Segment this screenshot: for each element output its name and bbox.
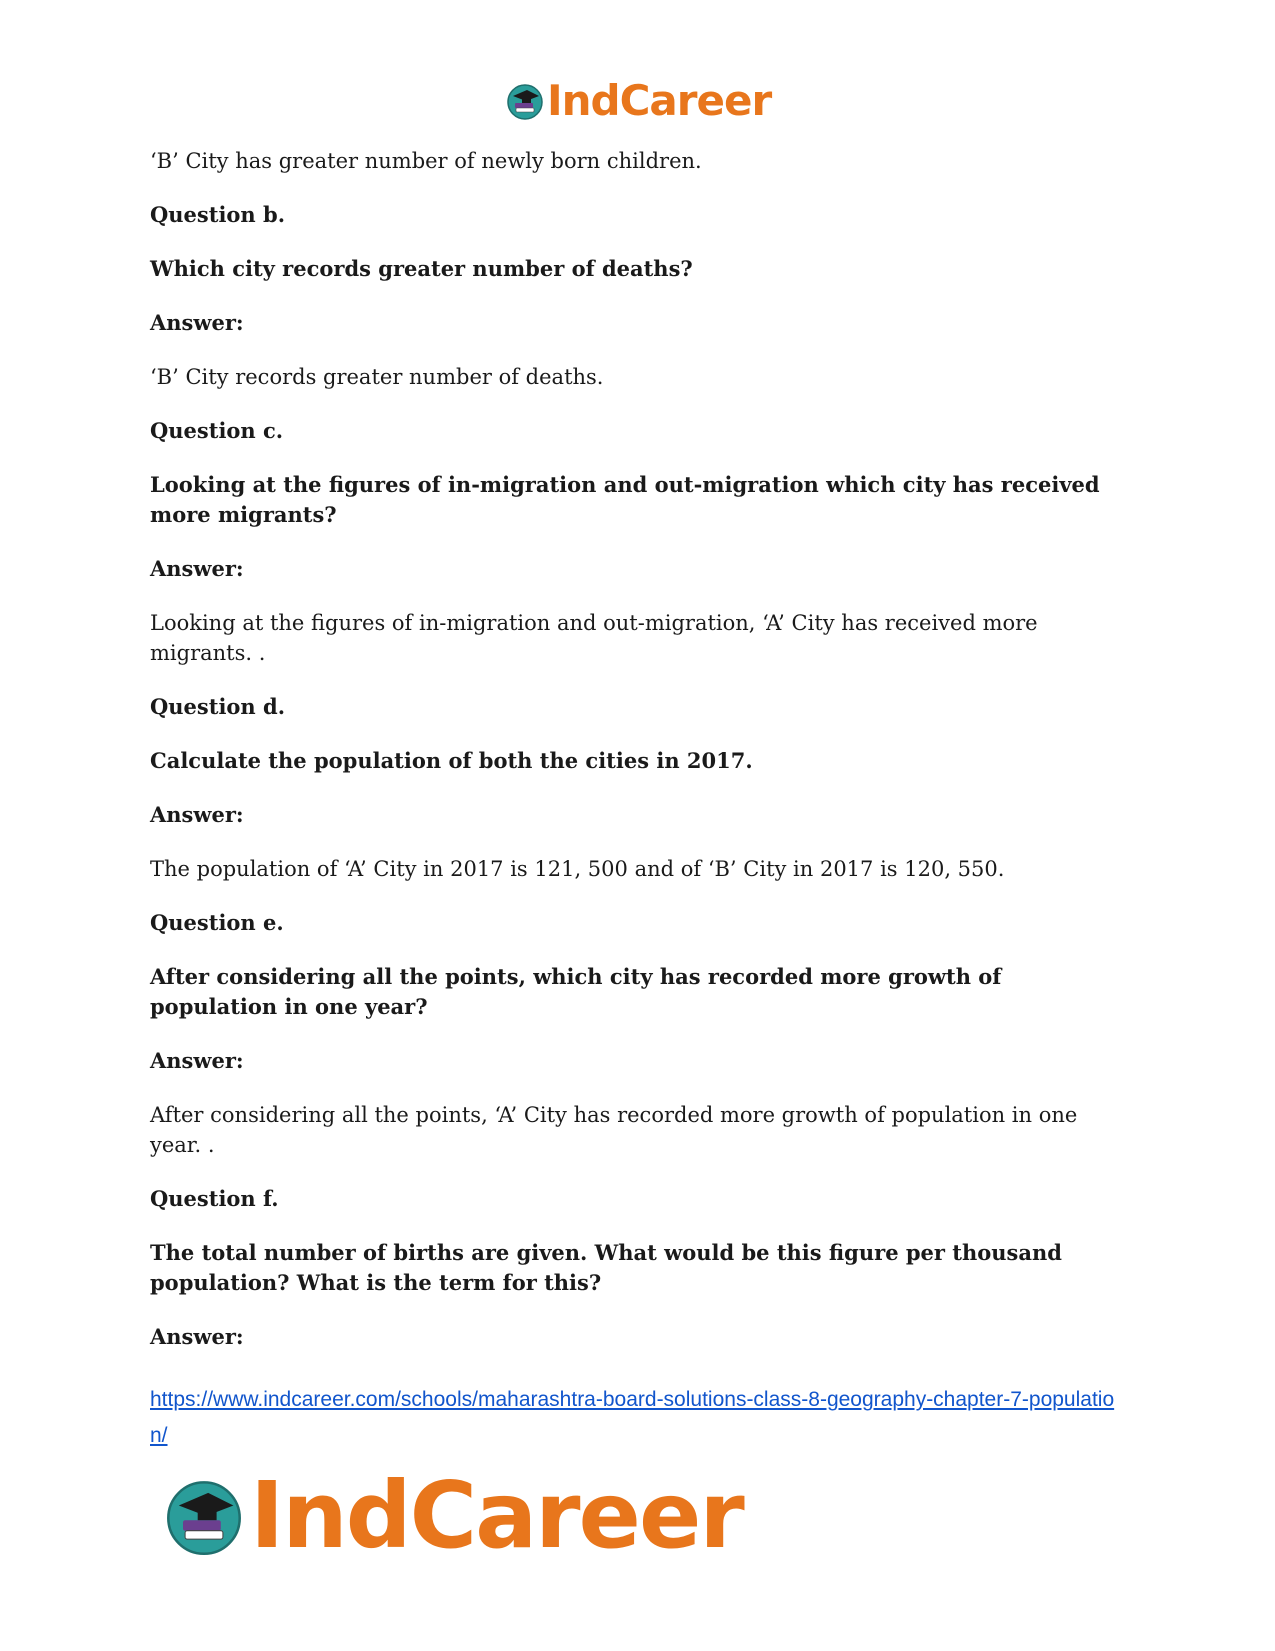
- heading-paragraph: Question b.: [150, 202, 286, 227]
- source-url-link[interactable]: https://www.indcareer.com/schools/maharashtra-board-solutions-class-8-geography-chapter-7-population/: [150, 1388, 1115, 1447]
- footer-logo: [162, 1462, 743, 1569]
- header-logo: [505, 76, 772, 125]
- body-paragraph: ‘B’ City records greater number of deaths.: [150, 365, 604, 389]
- document-body: [150, 146, 1130, 1376]
- heading-paragraph: Answer:: [150, 556, 244, 581]
- heading-paragraph: Which city records greater number of deaths?: [150, 256, 693, 281]
- graduation-cap-icon: [162, 1474, 246, 1558]
- body-paragraph: The population of ‘A’ City in 2017 is 121, 500 and of ‘B’ City in 2017 is 120, 550.: [150, 857, 1005, 881]
- body-paragraph: Looking at the figures of in-migration and out-migration, ‘A’ City has received more migrants. .: [150, 611, 1038, 665]
- heading-paragraph: Answer:: [150, 1324, 244, 1349]
- heading-paragraph: Calculate the population of both the cities in 2017.: [150, 748, 753, 773]
- heading-paragraph: Question e.: [150, 910, 284, 935]
- heading-paragraph: Answer:: [150, 1048, 244, 1073]
- heading-paragraph: Answer:: [150, 802, 244, 827]
- heading-paragraph: Question c.: [150, 418, 284, 443]
- heading-paragraph: Answer:: [150, 310, 244, 335]
- body-paragraph: After considering all the points, ‘A’ City has recorded more growth of population in one year. .: [150, 1103, 1078, 1157]
- heading-paragraph: The total number of births are given. What would be this figure per thousand population? What is the term for this?: [150, 1240, 1062, 1295]
- heading-paragraph: Question d.: [150, 694, 286, 719]
- logo-wordmark: IndCareer: [250, 1462, 743, 1569]
- heading-paragraph: Looking at the figures of in-migration and out-migration which city has received more migrants?: [150, 472, 1100, 527]
- body-paragraph: ‘B’ City has greater number of newly born children.: [150, 149, 702, 173]
- logo-wordmark: IndCareer: [547, 76, 772, 125]
- graduation-cap-icon: [505, 81, 545, 121]
- heading-paragraph: After considering all the points, which city has recorded more growth of population in one year?: [150, 964, 1002, 1019]
- heading-paragraph: Question f.: [150, 1186, 279, 1211]
